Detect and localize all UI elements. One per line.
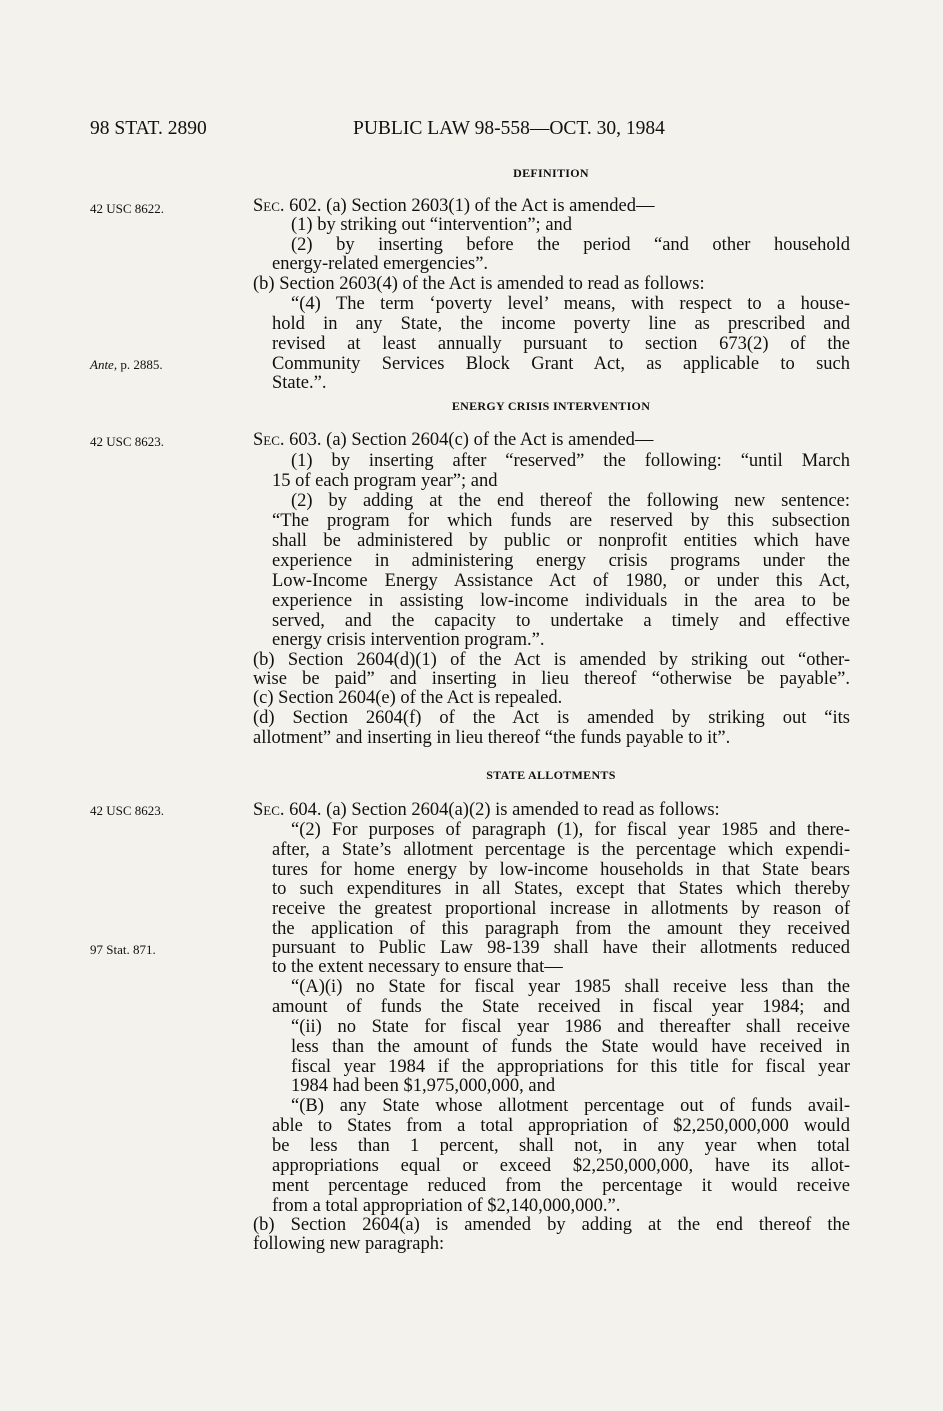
sec604-line-4: tures for home energy by low-income households in that State bears bbox=[272, 860, 850, 880]
page-title: PUBLIC LAW 98-558—OCT. 30, 1984 bbox=[353, 118, 665, 139]
sec603-line-7: experience in administering energy crisis programs under the bbox=[272, 551, 850, 571]
sec604-line-17: able to States from a total appropriation of $2,250,000,000 would bbox=[272, 1116, 850, 1136]
sec604-line-20: ment percentage reduced from the percentage it would receive bbox=[272, 1176, 850, 1196]
sec604-line-23: following new paragraph: bbox=[253, 1234, 445, 1254]
sec603-line-4: (2) by adding at the end thereof the following new sentence: bbox=[291, 491, 850, 511]
sec604-line-21: from a total appropriation of $2,140,000,000.”. bbox=[272, 1196, 621, 1216]
sec603-line-12: (b) Section 2604(d)(1) of the Act is amended by striking out “other- bbox=[253, 650, 850, 670]
sec602-line-1 bbox=[253, 196, 850, 216]
sec604-line-10: “(A)(i) no State for fiscal year 1985 shall receive less than the bbox=[291, 977, 850, 997]
margin-note-ante-page: p. 2885. bbox=[117, 357, 163, 372]
page-citation: 98 STAT. 2890 bbox=[90, 118, 207, 139]
margin-note-97-stat-871: 97 Stat. 871. bbox=[90, 942, 156, 957]
sec603-line-11: energy crisis intervention program.”. bbox=[272, 630, 545, 650]
sec602-line-10: State.”. bbox=[272, 373, 327, 393]
sec604-line-19: appropriations equal or exceed $2,250,000,000, have its allot- bbox=[272, 1156, 850, 1176]
sec603-line-3: 15 of each program year”; and bbox=[272, 471, 498, 491]
sec603-line-9: experience in assisting low-income individuals in the area to be bbox=[272, 591, 850, 611]
sec602-line-3: (2) by inserting before the period “and other household bbox=[291, 235, 850, 255]
sec602-line-5: (b) Section 2603(4) of the Act is amended to read as follows: bbox=[253, 274, 705, 294]
margin-note-42-usc-8623-second: 42 USC 8623. bbox=[90, 803, 165, 818]
sec604-line-2: “(2) For purposes of paragraph (1), for fiscal year 1985 and there- bbox=[291, 820, 850, 840]
sec602-line-8: revised at least annually pursuant to section 673(2) of the bbox=[272, 334, 850, 354]
sec603-line-14: (c) Section 2604(e) of the Act is repealed. bbox=[253, 688, 563, 708]
margin-note-42-usc-8622: 42 USC 8622. bbox=[90, 201, 165, 216]
heading-definition: DEFINITION bbox=[513, 166, 589, 180]
margin-note-ante bbox=[90, 357, 163, 373]
sec603-line-13: wise be paid” and inserting in lieu thereof “otherwise be payable”. bbox=[253, 669, 850, 689]
sec604-line-3: after, a State’s allotment percentage is the percentage which expendi- bbox=[272, 840, 850, 860]
section-text: 603. (a) Section 2604(c) of the Act is amended— bbox=[284, 430, 654, 450]
sec604-line-15: 1984 had been $1,975,000,000, and bbox=[291, 1076, 556, 1096]
sec602-line-7: hold in any State, the income poverty line as prescribed and bbox=[272, 314, 850, 334]
sec603-line-15: (d) Section 2604(f) of the Act is amended by striking out “its bbox=[253, 708, 850, 728]
sec604-line-11: amount of funds the State received in fiscal year 1984; and bbox=[272, 997, 850, 1017]
sec603-line-5: “The program for which funds are reserved by this subsection bbox=[272, 511, 850, 531]
section-text: 602. (a) Section 2603(1) of the Act is amended— bbox=[284, 196, 655, 216]
heading-energy-crisis-intervention: ENERGY CRISIS INTERVENTION bbox=[451, 399, 651, 413]
section-label: Sec. bbox=[253, 800, 285, 820]
heading-state-allotments: STATE ALLOTMENTS bbox=[486, 768, 616, 782]
sec604-line-12: “(ii) no State for fiscal year 1986 and thereafter shall receive bbox=[291, 1017, 850, 1037]
section-label: Sec. bbox=[253, 430, 285, 450]
sec602-line-2: (1) by striking out “intervention”; and bbox=[291, 215, 573, 235]
sec604-line-6: receive the greatest proportional increase in allotments by reason of bbox=[272, 899, 850, 919]
sec604-line-1 bbox=[253, 800, 850, 820]
sec604-line-13: less than the amount of funds the State would have received in bbox=[291, 1037, 850, 1057]
margin-note-42-usc-8623: 42 USC 8623. bbox=[90, 434, 165, 449]
section-label: Sec. bbox=[253, 196, 285, 216]
sec603-line-2: (1) by inserting after “reserved” the following: “until March bbox=[291, 451, 850, 471]
sec604-line-5: to such expenditures in all States, except that States which thereby bbox=[272, 879, 850, 899]
sec603-line-16: allotment” and inserting in lieu thereof “the funds payable to it”. bbox=[253, 728, 731, 748]
sec603-line-8: Low-Income Energy Assistance Act of 1980, or under this Act, bbox=[272, 571, 850, 591]
sec604-line-16: “(B) any State whose allotment percentage out of funds avail- bbox=[291, 1096, 850, 1116]
sec602-line-9: Community Services Block Grant Act, as applicable to such bbox=[272, 354, 850, 374]
margin-note-ante-italic: Ante, bbox=[90, 357, 118, 372]
sec603-line-1 bbox=[253, 430, 850, 450]
sec603-line-6: shall be administered by public or nonprofit entities which have bbox=[272, 531, 850, 551]
sec604-line-22: (b) Section 2604(a) is amended by adding at the end thereof the bbox=[253, 1215, 850, 1235]
sec602-line-4: energy-related emergencies”. bbox=[272, 254, 489, 274]
sec602-line-6: “(4) The term ‘poverty level’ means, with respect to a house- bbox=[291, 294, 850, 314]
sec604-line-8: pursuant to Public Law 98-139 shall have their allotments reduced bbox=[272, 938, 850, 958]
sec604-line-7: the application of this paragraph from the amount they received bbox=[272, 919, 850, 939]
sec604-line-14: fiscal year 1984 if the appropriations for this title for fiscal year bbox=[291, 1057, 850, 1077]
sec603-line-10: served, and the capacity to undertake a timely and effective bbox=[272, 611, 850, 631]
sec604-line-9: to the extent necessary to ensure that— bbox=[272, 957, 563, 977]
sec604-line-18: be less than 1 percent, shall not, in any year when total bbox=[272, 1136, 850, 1156]
section-text: 604. (a) Section 2604(a)(2) is amended to read as follows: bbox=[284, 800, 720, 820]
